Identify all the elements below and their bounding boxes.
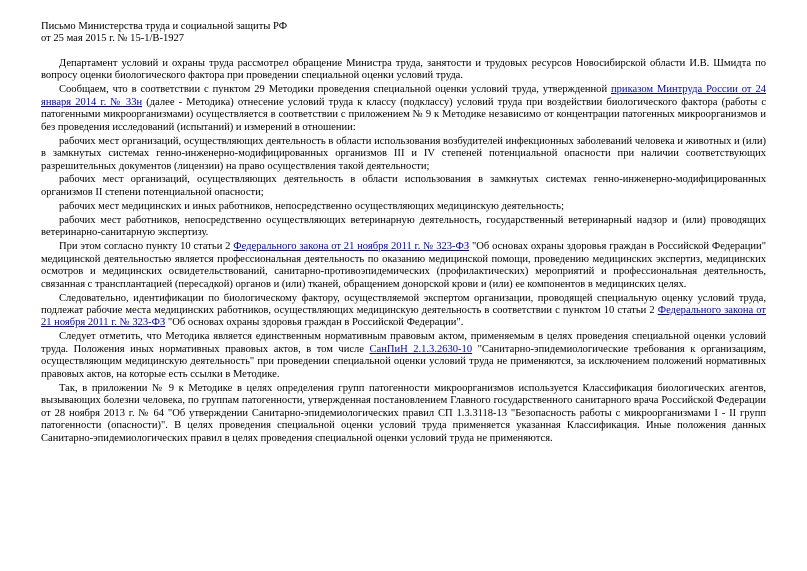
letter-header (41, 21, 766, 46)
paragraph-5: рабочих мест медицинских и иных работников, непосредственно осуществляющих медицинскую деятельность; (59, 200, 565, 212)
paragraph-9-text-end: "Санитарно-эпидемиологические требования к организациям, осуществляющим медицинскую деятельность" при проведении специальной оценки условий труда не применяются, за исключением положений нормативных правовых актов, на которые есть ссылки в Методике. (41, 343, 766, 380)
paragraph-2 (41, 84, 766, 134)
federal-law-323-link[interactable]: Федерального закона от 21 ноября 2011 г. № 323-ФЗ (233, 241, 470, 253)
paragraph-9 (41, 331, 766, 381)
sanpin-link[interactable]: СанПиН 2.1.3.2630-10 (369, 343, 473, 355)
letter-title: Письмо Министерства труда и социальной защиты РФ (41, 21, 288, 32)
paragraph-1: Департамент условий и охраны труда рассмотрел обращение Министра труда, занятости и трудовых ресурсов Новосибирской области И.В. Шмидта по вопросу оценки биологического фактора при проведении специальной оценки условий труда. (41, 57, 766, 82)
federal-law-323-link-2[interactable]: Федерального закона от 21 ноября 2011 г. № 323-ФЗ (41, 305, 766, 329)
paragraph-7 (41, 241, 766, 291)
paragraph-2-text-end: (далее - Методика) отнесение условий труда к классу (подклассу) условий труда при воздействии биологического фактора (работы с патогенными микроорганизмами) осуществляется в соответствии с приложением № 9 к Методике независимо от концентрации патогенных микроорганизмов и без проведения исследований (испытаний) и измерений в отношении: (41, 96, 767, 133)
paragraph-4: рабочих мест организаций, осуществляющих деятельность в области использования в замкнутых системах генно-инженерно-модифицированных организмов II степени потенциальной опасности; (41, 174, 766, 198)
paragraph-3: рабочих мест организаций, осуществляющих деятельность в области использования возбудителей инфекционных заболеваний человека и животных и (или) в замкнутых системах генно-инженерно-модифицированных организмов III и IV степеней потенциальной опасности при наличии соответствующих разрешительных документов (лицензии) на право осуществления такой деятельности; (41, 135, 766, 172)
paragraph-9-text-start: Следует отметить, что Методика является единственным нормативным правовым актом, применяемым в целях проведения специальной оценки условий труда. Положения иных нормативных правовых актов, в том числе (41, 331, 766, 355)
paragraph-7-text-start: При этом согласно пункту 10 статьи 2 (59, 241, 234, 253)
paragraph-8 (41, 293, 766, 330)
order-mintrud-link[interactable]: приказом Минтруда России от 24 января 2014 г. № 33н (41, 84, 766, 108)
paragraph-8-text-end: "Об основах охраны здоровья граждан в Российской Федерации". (165, 317, 464, 329)
paragraph-8-text-start: Следовательно, идентификации по биологическому фактору, осуществляемой экспертом организации, проводящей специальную оценку условий труда, подлежат рабочие места медицинских работников, осуществляющих медицинскую деятельность в соответствии с пунктом 10 статьи 2 (41, 292, 766, 317)
paragraph-2-text-start: Сообщаем, что в соответствии с пунктом 29 Методики проведения специальной оценки условий труда, утвержденной (59, 84, 612, 96)
paragraph-10: Так, в приложении № 9 к Методике в целях определения групп патогенности микроорганизмов используется Классификация биологических агентов, вызывающих болезни человека, по группам патогенности, утвержденная постановлением Главного государственного санитарного врача Российской Федерации от 28 ноября 2013 г. № 64 "Об утверждении Санитарно-эпидемиологических правил СП 1.3.3118-13 "Безопасность работы с микроорганизмами I - II групп патогенности (опасности)". В целях проведения специальной оценки условий труда применяется указанная Классификация. Иные положения данных Санитарно-эпидемиологических правил в целях проведения специальной оценки условий труда не применяются. (41, 382, 766, 444)
letter-date-number: от 25 мая 2015 г. № 15-1/В-1927 (41, 33, 185, 45)
paragraph-7-text-end: "Об основах охраны здоровья граждан в Российской Федерации" медицинской деятельностью является профессиональная деятельность по оказанию медицинской помощи, проведению медицинских экспертиз, медицинских осмотров и медицинских освидетельствований, санитарно-противоэпидемических (профилактических) мероприятий и профессиональная деятельность, связанная с трансплантацией (пересадкой) органов и (или) тканей, обращением донорской крови и (или) ее компонентов в медицинских целях. (41, 241, 766, 290)
paragraph-6: рабочих мест работников, непосредственно осуществляющих ветеринарную деятельность, государственный ветеринарный надзор и (или) проводящих ветеринарно-санитарную экспертизу. (41, 214, 766, 239)
